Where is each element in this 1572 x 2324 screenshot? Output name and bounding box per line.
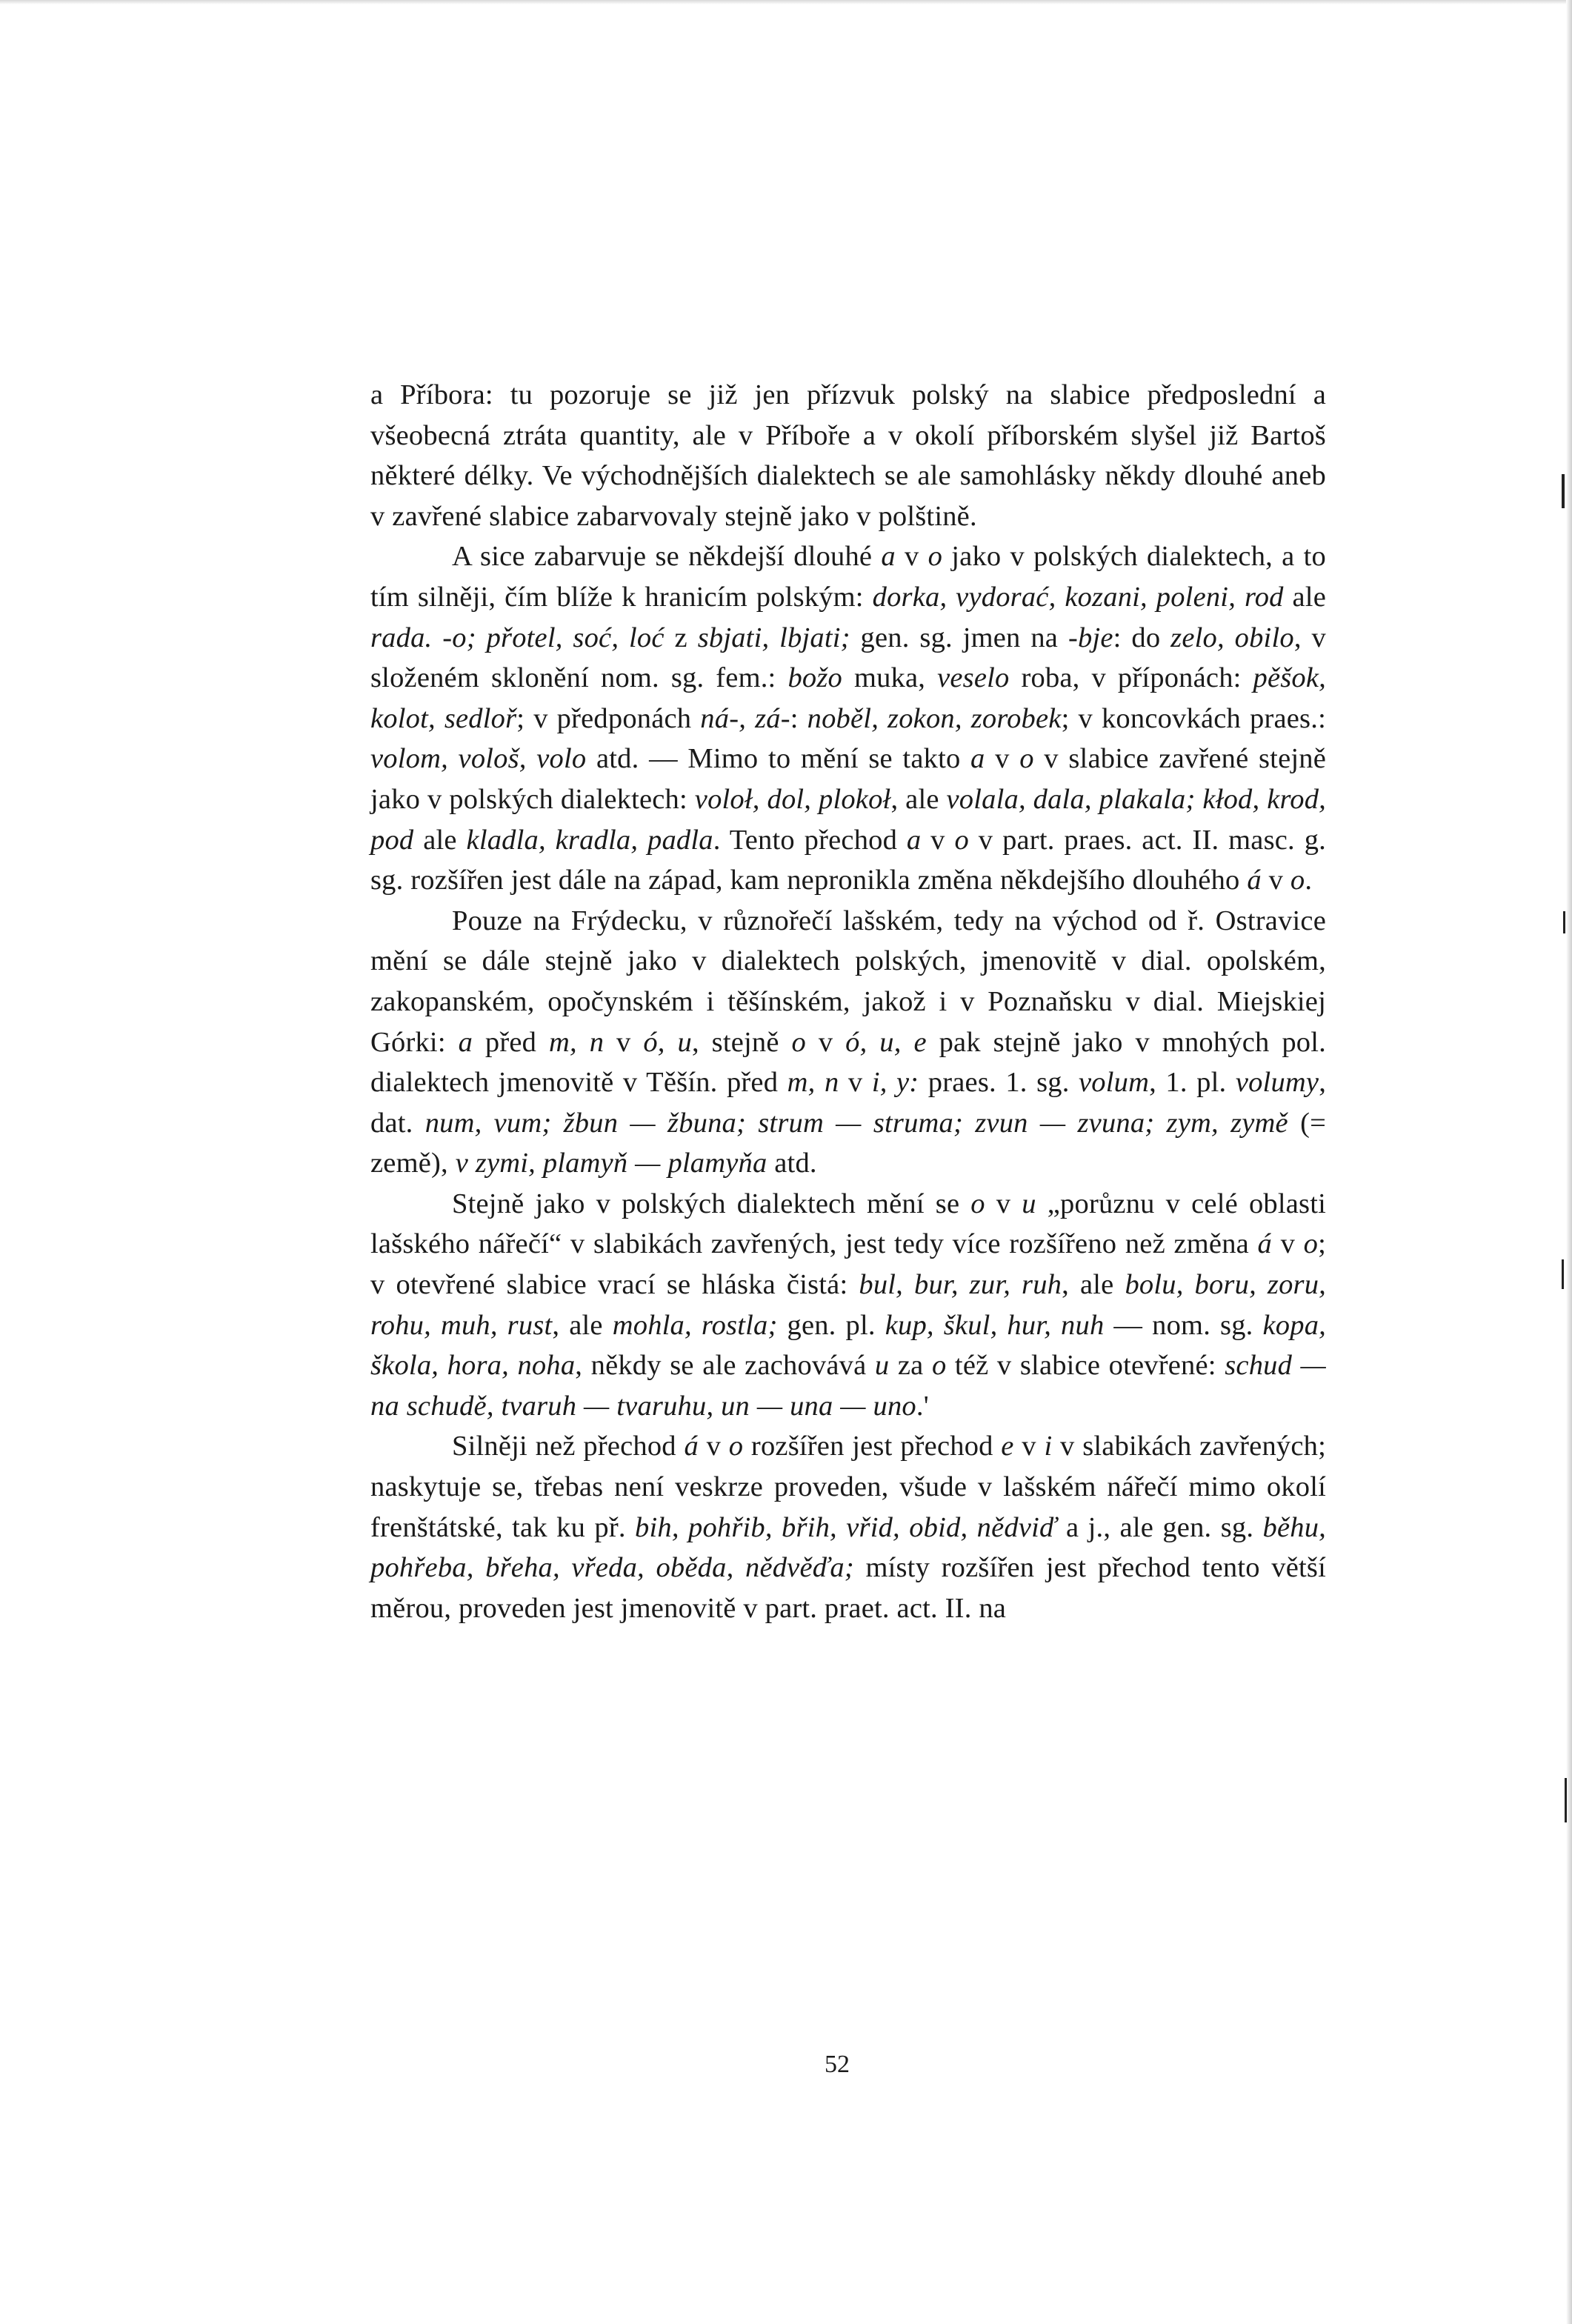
italic-term: i, y: bbox=[871, 1067, 919, 1099]
italic-term: bih, pohřib, břih, vřid, obid, nědviď bbox=[635, 1511, 1057, 1543]
scan-right-edge bbox=[1566, 0, 1572, 2324]
text-run: v bbox=[1271, 1228, 1304, 1260]
text-run: Silněji než přechod bbox=[452, 1431, 685, 1462]
paragraph bbox=[370, 536, 1326, 900]
italic-term: o bbox=[954, 824, 969, 856]
italic-term: ná-, zá- bbox=[700, 702, 790, 734]
text-run: , dat. bbox=[370, 1067, 1327, 1139]
text-run: v slabice zavřené stejně jako v polských dialektech: bbox=[370, 743, 1326, 815]
scan-top-edge bbox=[0, 0, 1572, 4]
paragraph bbox=[370, 375, 1326, 536]
italic-term: o bbox=[791, 1026, 806, 1058]
italic-term: -bje bbox=[1068, 622, 1113, 653]
text-run: ; v koncovkách praes.: bbox=[1061, 702, 1326, 734]
italic-term: o bbox=[728, 1431, 744, 1462]
italic-term: o bbox=[1303, 1228, 1319, 1260]
text-run: atd. bbox=[767, 1148, 817, 1179]
text-run: Pouze na Frýdecku, v různořečí lašském, tedy na východ od ř. Ostravice mění se dále stejně jako v dialektech polských, jmenovitě v dial. opolském, zakopanském, opočynském i těšínském, jakož i v Poznaňsku v dial. Miejskiej Górki: bbox=[370, 905, 1326, 1058]
text-run: v bbox=[805, 1026, 846, 1058]
text-run: v bbox=[1013, 1431, 1045, 1462]
text-run: za bbox=[889, 1350, 932, 1382]
italic-term: volala, dala, plakala; kłod, krod, pod bbox=[370, 783, 1326, 856]
italic-term: pěšok, kolot, sedloř bbox=[370, 662, 1326, 734]
italic-term: m, n bbox=[787, 1067, 839, 1099]
italic-term: o bbox=[1019, 743, 1034, 775]
italic-term: dorka, vydorać, kozani, poleni, rod bbox=[872, 581, 1284, 613]
text-run: gen. pl. bbox=[777, 1309, 885, 1341]
text-run: rozšířen jest přechod bbox=[743, 1431, 1002, 1462]
text-run: a j., ale gen. sg. bbox=[1056, 1511, 1263, 1543]
text-run: v bbox=[985, 743, 1020, 775]
paragraph bbox=[370, 901, 1326, 1184]
text-run: (= země), bbox=[370, 1107, 1326, 1179]
text-run: , ale bbox=[1062, 1269, 1125, 1301]
text-run: , v složeném sklonění nom. sg. fem.: bbox=[370, 622, 1326, 694]
text-run: roba, v příponách: bbox=[1009, 662, 1253, 694]
italic-term: o bbox=[970, 1188, 985, 1219]
text-run: v bbox=[604, 1026, 644, 1058]
italic-term: bul, bur, zur, ruh bbox=[859, 1269, 1062, 1301]
body-text bbox=[370, 375, 1326, 1628]
italic-term: běhu, pohřeba, břeha, vředa, oběda, nědvěďa; bbox=[370, 1511, 1327, 1584]
text-run: ale bbox=[413, 824, 467, 856]
italic-term: a bbox=[906, 824, 922, 856]
text-run: v bbox=[921, 824, 955, 856]
italic-term: voloł, dol, plokoł bbox=[694, 783, 891, 815]
italic-term: v zymi, plamyň — plamyňa bbox=[455, 1148, 767, 1179]
italic-term: kladla, kradla, padla bbox=[466, 824, 713, 856]
italic-term: o bbox=[931, 1350, 947, 1382]
text-run: pak stejně jako v mnohých pol. dialektech jmenovitě v Těšín. před bbox=[370, 1026, 1326, 1099]
italic-term: noběl, zokon, zorobek bbox=[807, 702, 1062, 734]
text-run: a Příbora: tu pozoruje se již jen přízvuk polský na slabice předposlední a všeobecná ztráta quantity, ale v Příboře a v okolí příborském slyšel již Bartoš některé délky. Ve východnějších dialektech se ale samohlásky někdy dlouhé aneb v zavřené slabice zabarvovaly stejně jako v polštině. bbox=[370, 379, 1326, 532]
text-run: , někdy se ale zachovává bbox=[575, 1350, 875, 1382]
italic-term: i bbox=[1044, 1431, 1053, 1462]
paragraph bbox=[370, 1426, 1326, 1628]
italic-term: u bbox=[874, 1350, 890, 1382]
italic-term: volum bbox=[1079, 1067, 1150, 1099]
italic-term: ó, u, e bbox=[845, 1026, 927, 1058]
text-run: — nom. sg. bbox=[1104, 1309, 1263, 1341]
text-run: „porůznu v celé oblasti lašského nářečí“ v slabikách zavřených, jest tedy více rozšířeno než změna bbox=[370, 1188, 1326, 1260]
margin-mark bbox=[1562, 474, 1565, 508]
italic-term: sbjati, lbjati; bbox=[697, 622, 850, 653]
text-run: : do bbox=[1113, 622, 1171, 653]
italic-term: božo bbox=[787, 662, 842, 694]
text-run: jako v polských dialektech, a to tím silněji, čím blíže k hranicím polským: bbox=[370, 541, 1326, 613]
paragraph bbox=[370, 1184, 1326, 1427]
italic-term: o bbox=[1290, 865, 1305, 896]
margin-mark bbox=[1563, 911, 1565, 933]
italic-term: veselo bbox=[937, 662, 1010, 694]
text-run: gen. sg. jmen na bbox=[850, 622, 1068, 653]
italic-term: volumy bbox=[1235, 1067, 1319, 1099]
text-run: v bbox=[839, 1067, 872, 1099]
text-run: ; v předponách bbox=[516, 702, 701, 734]
italic-term: ó, u bbox=[643, 1026, 692, 1058]
italic-term: o bbox=[927, 541, 943, 573]
text-run: , ale bbox=[890, 783, 947, 815]
text-run: Stejně jako v polských dialektech mění se bbox=[452, 1188, 971, 1219]
page-number: 52 bbox=[825, 2051, 850, 2078]
text-run: místy rozšířen jest přechod tento větší měrou, proveden jest jmenovitě v part. praet. act. II. na bbox=[370, 1552, 1326, 1624]
text-run: v slabikách zavřených; naskytuje se, třebas není veskrze proveden, všude v lašském nářečí mimo okolí frenštátské, tak ku př. bbox=[370, 1431, 1326, 1543]
text-run: atd. — Mimo to mění se takto bbox=[586, 743, 971, 775]
italic-term: á bbox=[684, 1431, 699, 1462]
italic-term: kopa, škola, hora, noha bbox=[370, 1309, 1326, 1382]
italic-term: rada. -o; přotel, soć, loć bbox=[370, 622, 665, 653]
italic-term: á bbox=[1247, 865, 1262, 896]
italic-term: schud — na schudě, tvaruh — tvaruhu, un — una — uno bbox=[370, 1350, 1326, 1422]
text-run: před bbox=[473, 1026, 549, 1058]
margin-mark bbox=[1565, 1778, 1567, 1822]
margin-mark bbox=[1562, 1259, 1564, 1289]
italic-term: m, n bbox=[549, 1026, 605, 1058]
italic-term: zelo, obilo bbox=[1170, 622, 1294, 653]
italic-term: a bbox=[881, 541, 896, 573]
text-run: praes. 1. sg. bbox=[919, 1067, 1079, 1099]
text-run: z bbox=[664, 622, 698, 653]
text-run: , 1. pl. bbox=[1149, 1067, 1236, 1099]
italic-term: a bbox=[458, 1026, 473, 1058]
text-run: ; v otevřené slabice vrací se hláska čistá: bbox=[370, 1228, 1326, 1301]
italic-term: kup, škul, hur, nuh bbox=[885, 1309, 1105, 1341]
text-run: ale bbox=[1283, 581, 1326, 613]
text-run: A sice zabarvuje se někdejší dlouhé bbox=[452, 541, 882, 573]
text-run: v bbox=[1261, 865, 1290, 896]
text-run: v bbox=[895, 541, 928, 573]
text-run: . bbox=[1305, 865, 1313, 896]
italic-term: volom, vološ, volo bbox=[370, 743, 587, 775]
italic-term: num, vum; žbun — žbuna; strum — struma; zvun — zvuna; zym, zymě bbox=[424, 1107, 1288, 1139]
text-run: v bbox=[698, 1431, 729, 1462]
italic-term: á bbox=[1257, 1228, 1272, 1260]
italic-term: a bbox=[970, 743, 985, 775]
italic-term: e bbox=[1001, 1431, 1014, 1462]
italic-term: bolu, boru, zoru, rohu, muh, rust bbox=[370, 1269, 1326, 1341]
italic-term: u bbox=[1022, 1188, 1036, 1219]
text-run: . Tento přechod bbox=[713, 824, 907, 856]
text-run: , stejně bbox=[691, 1026, 792, 1058]
text-run: muka, bbox=[842, 662, 938, 694]
text-run: : bbox=[790, 702, 807, 734]
text-run: v part. praes. act. II. masc. g. sg. rozšířen jest dále na západ, kam nepronikla změna někdejšího dlouhého bbox=[370, 824, 1326, 896]
italic-term: mohla, rostla; bbox=[612, 1309, 778, 1341]
text-run: .' bbox=[916, 1390, 929, 1422]
text-run: v bbox=[985, 1188, 1022, 1219]
text-run: též v slabice otevřené: bbox=[946, 1350, 1225, 1382]
text-run: , ale bbox=[552, 1309, 613, 1341]
